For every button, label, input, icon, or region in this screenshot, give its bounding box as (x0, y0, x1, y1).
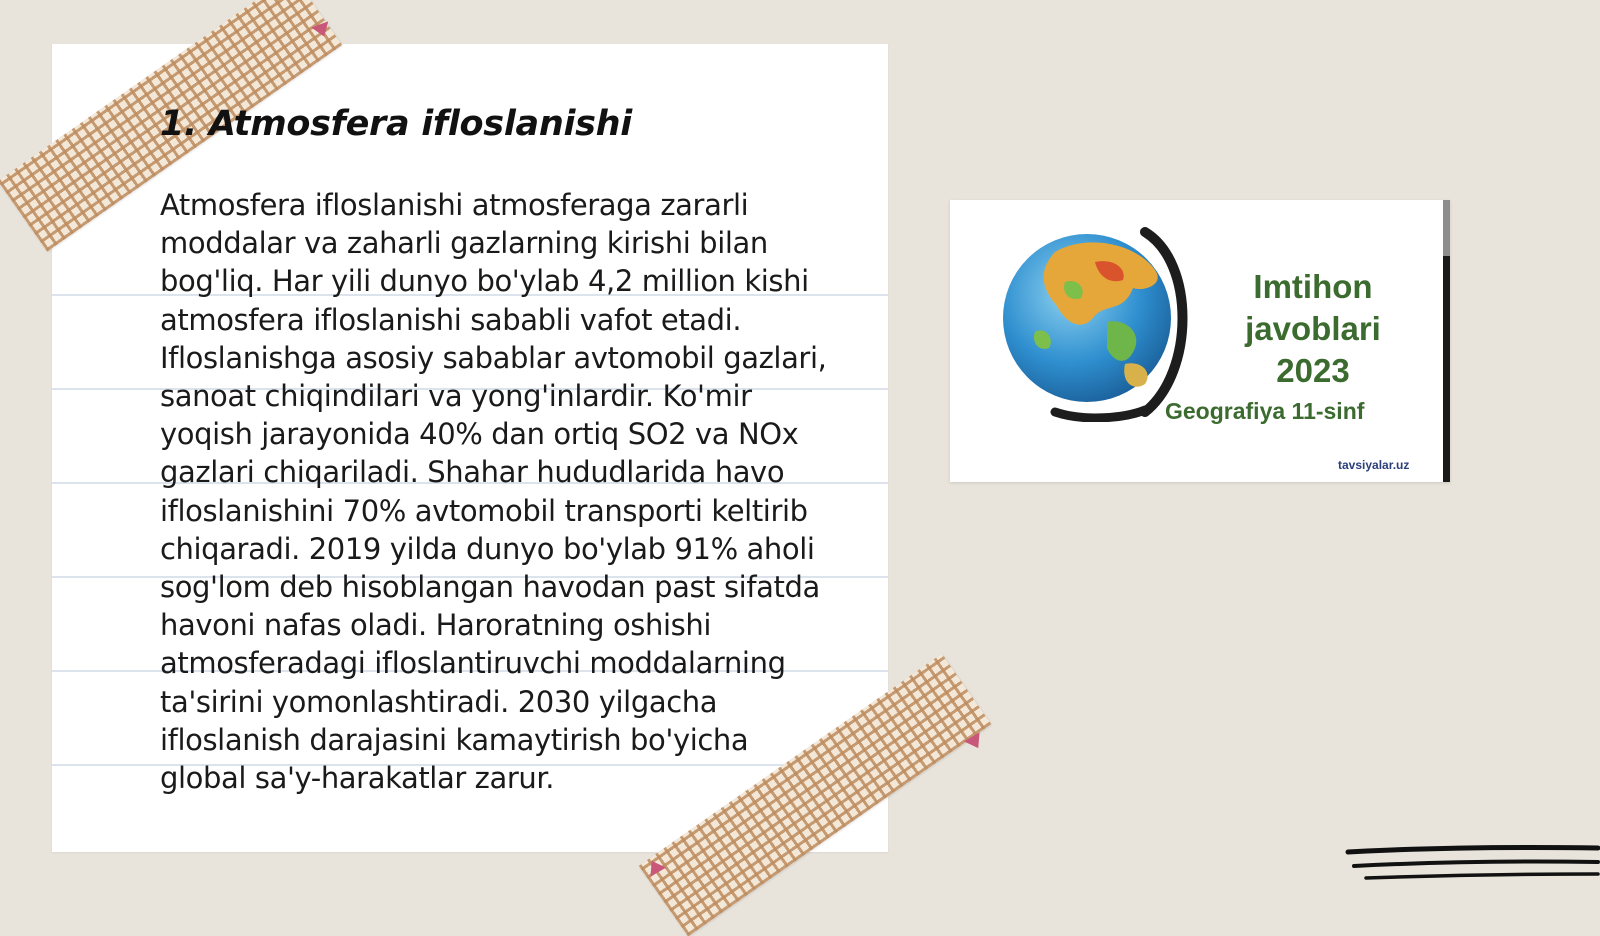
slide-body-text: Atmosfera ifloslanishi atmosferaga zararli moddalar va zaharli gazlarning kirishi bilan bog'liq. Har yili dunyo bo'ylab 4,2 million kishi atmosfera ifloslanishi sababli vafot etadi. Ifloslanishga asosiy sabablar avtomobil gazlari, sanoat chiqindilari va yong'inlardir. Ko'mir yoqish jarayonida 40% dan ortiq SO2 va NOx gazlari chiqariladi. Shahar hududlarida havo ifloslanishini 70% avtomobil transporti keltirib chiqaradi. 2019 yilda dunyo bo'ylab 91% aholi sog'lom deb hisoblangan havodan past sifatda havoni nafas oladi. Haroratning oshishi atmosferadagi ifloslantiruvchi moddalarning ta'sirini yomonlashtiradi. 2030 yilgacha ifloslanish darajasini kamaytirish bo'yicha global sa'y-harakatlar zarur. (160, 188, 827, 796)
brush-stroke-decoration (1340, 840, 1600, 890)
card-subheading: Geografiya 11-sinf (1165, 398, 1365, 424)
globe-icon (995, 222, 1195, 422)
slide-title: 1. Atmosfera ifloslanishi (160, 104, 632, 144)
image-edge-bar-top (1443, 200, 1450, 256)
card-site-label: tavsiyalar.uz (1338, 458, 1410, 472)
exam-answers-image (950, 200, 1450, 482)
card-heading: Imtihon javoblari 2023 (1245, 268, 1381, 389)
